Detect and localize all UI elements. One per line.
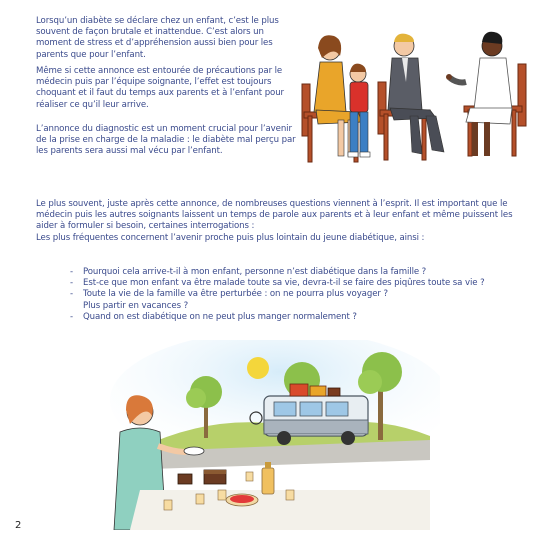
question-3-continuation: Plus partir en vacances ? [83,300,189,311]
doctor-figure [446,32,512,156]
question-1: Pourquoi cela arrive-t-il à mon enfant, personne n’est diabétique dans la famille ? [83,267,427,277]
questions-list [70,267,530,323]
main-paragraph [36,199,518,244]
father-figure [388,34,444,154]
list-item [70,312,530,323]
questions-lead: Les plus fréquentes concernent l’avenir proche puis plus lointain du jeune diabétique, ainsi : [36,232,425,243]
question-3: Toute la vie de la famille va être perturbée : on ne pourra plus voyager ? [83,289,388,300]
bullet-dash: - [70,267,74,277]
list-item-continuation [70,301,530,312]
bullet-dash: - [70,289,74,300]
list-item [70,278,530,289]
list-item [70,289,530,300]
cake [204,470,226,484]
tart [226,494,258,506]
intro-paragraph-1: Lorsqu’un diabète se déclare chez un enfant, c’est le plus souvent de façon brutale et inattendue. C’est alors un moment de stress et d’appréhension aussi bien pour les parents que pour l’enfant. [36,16,279,60]
cake [178,474,192,484]
main-paragraph-text: Le plus souvent, juste après cette annonce, de nombreuses questions viennent à l’esprit. Il est important que le médecin puis les autres soignants laissent un temps de parole aux parents et à leur enfant et même puissent les aider à formuler si besoin, certaines interrogations : [36,199,513,232]
intro-paragraph-3: L’annonce du diagnostic est un moment crucial pour l’avenir de la prise en charge de la maladie : le diabète mal perçu par les parents sera aussi mal vécu par l’enfant. [36,124,296,157]
question-2: Est-ce que mon enfant va être malade toute sa vie, devra-t-il se faire des piqûres toute sa vie ? [83,278,485,289]
child-figure [348,64,370,157]
picnic-illustration [100,340,440,530]
intro-paragraph-2: Même si cette annonce est entourée de précautions par le médecin puis par l’équipe soignante, l’effet est toujours choquant et il faut du temps aux parents et à l’enfant pour réaliser ce qu’il leur arrive. [36,66,284,110]
bullet-dash: - [70,311,74,322]
bullet-dash: - [70,278,74,289]
page-number: 2 [15,520,22,531]
list-item [70,267,530,278]
question-4: Quand on est diabétique on ne peut plus manger normalement ? [83,311,357,322]
consultation-illustration [298,12,534,172]
sun-icon [247,357,269,379]
